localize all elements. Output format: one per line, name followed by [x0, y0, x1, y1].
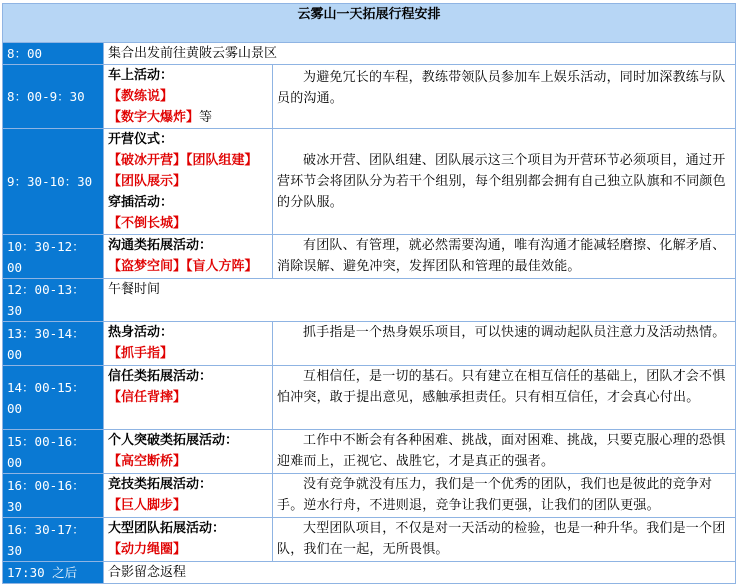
table-row — [3, 43, 736, 65]
activity-heading: 车上活动： — [108, 68, 174, 83]
description-text: 互相信任，是一切的基石。只有建立在相互信任的基础上，团队才会不惧怕冲突，敢于提出意见，感触承担责任。只有相互信任，才会真心付出。 — [277, 369, 726, 405]
activity-cell — [104, 474, 273, 518]
description-cell — [273, 366, 736, 430]
description-cell — [273, 430, 736, 474]
activity-heading: 大型团队拓展活动： — [108, 521, 226, 536]
activity-item: 【不倒长城】 — [108, 216, 187, 231]
activity-cell — [104, 129, 273, 235]
time-cell: 10：30-12：00 — [3, 235, 104, 279]
description-text: 抓手指是一个热身娱乐项目，可以快速的调动起队员注意力及活动热情。 — [303, 325, 726, 340]
activity-heading: 个人突破类拓展活动： — [108, 433, 239, 448]
description-cell — [273, 235, 736, 279]
time-cell: 17:30 之后 — [3, 562, 104, 584]
description-text: 破冰开营、团队组建、团队展示这三个项目为开营环节必须项目，通过开营环节会将团队分为若干个组别，每个组别都会拥有自己独立队旗和不同颜色的分队服。 — [277, 153, 726, 210]
activity-cell — [104, 518, 273, 562]
activity-cell — [104, 322, 273, 366]
description-text: 大型团队项目，不仅是对一天活动的检验，也是一种升华。我们是一个团队，我们在一起，无所畏惧。 — [277, 521, 726, 557]
table-row — [3, 366, 736, 430]
activity-cell — [104, 235, 273, 279]
activity-line — [108, 107, 268, 128]
description-text: 没有竞争就没有压力，我们是一个优秀的团队，我们也是彼此的竞争对手。逆水行舟，不进则退，竞争让我们更强，让我们的团队更强。 — [277, 477, 713, 513]
activity-heading: 穿插活动： — [108, 195, 174, 210]
page-title: 云雾山一天拓展行程安排 — [3, 4, 736, 43]
activity-item: 【教练说】 — [108, 89, 174, 104]
activity-cell: 集合出发前往黄陂云雾山景区 — [104, 43, 736, 65]
time-cell: 16：00-16：30 — [3, 474, 104, 518]
time-cell: 15：00-16：00 — [3, 430, 104, 474]
table-row — [3, 430, 736, 474]
description-cell — [273, 322, 736, 366]
activity-heading: 开营仪式： — [108, 132, 174, 147]
description-cell — [273, 518, 736, 562]
description-text: 为避免冗长的车程，教练带领队员参加车上娱乐活动，同时加深教练与队员的沟通。 — [277, 70, 726, 106]
activity-item: 【信任背摔】 — [108, 390, 187, 405]
time-cell: 14：00-15：00 — [3, 366, 104, 430]
activity-heading: 沟通类拓展活动： — [108, 238, 213, 253]
activity-item: 【抓手指】 — [108, 346, 174, 361]
table-row — [3, 322, 736, 366]
time-cell: 8：00-9：30 — [3, 65, 104, 129]
activity-heading: 热身活动： — [108, 325, 174, 340]
schedule-table — [2, 3, 736, 584]
activity-item: 【高空断桥】 — [108, 454, 187, 469]
activity-heading: 信任类拓展活动： — [108, 369, 213, 384]
description-cell — [273, 129, 736, 235]
activity-item: 【盗梦空间】【盲人方阵】 — [108, 259, 258, 274]
activity-cell: 午餐时间 — [104, 279, 736, 322]
activity-item: 【动力绳圈】 — [108, 542, 187, 557]
title-row — [3, 4, 736, 43]
table-row — [3, 235, 736, 279]
activity-item: 【破冰开营】【团队组建】 — [108, 153, 258, 168]
table-row — [3, 518, 736, 562]
description-cell — [273, 474, 736, 518]
description-cell — [273, 65, 736, 129]
table-row — [3, 562, 736, 584]
time-cell: 12：00-13：30 — [3, 279, 104, 322]
table-row — [3, 279, 736, 322]
time-cell: 13：30-14：00 — [3, 322, 104, 366]
activity-item: 【数字大爆炸】 — [108, 110, 200, 125]
activity-item: 【团队展示】 — [108, 174, 187, 189]
description-text: 有团队、有管理，就必然需要沟通，唯有沟通才能减轻磨擦、化解矛盾、消除误解、避免冲突，发挥团队和管理的最佳效能。 — [277, 238, 726, 274]
activity-item: 【巨人脚步】 — [108, 498, 187, 513]
activity-heading: 竞技类拓展活动： — [108, 477, 213, 492]
schedule-container — [2, 3, 735, 584]
table-row — [3, 129, 736, 235]
activity-cell — [104, 65, 273, 129]
table-row — [3, 474, 736, 518]
activity-cell — [104, 366, 273, 430]
description-text: 工作中不断会有各种困难、挑战，面对困难、挑战，只要克服心理的恐惧迎难而上，正视它、战胜它，才是真正的强者。 — [277, 433, 726, 469]
activity-cell — [104, 430, 273, 474]
activity-suffix: 等 — [199, 110, 213, 125]
time-cell: 9：30-10：30 — [3, 129, 104, 235]
time-cell: 16：30-17：30 — [3, 518, 104, 562]
time-cell: 8：00 — [3, 43, 104, 65]
table-row — [3, 65, 736, 129]
activity-cell: 合影留念返程 — [104, 562, 736, 584]
